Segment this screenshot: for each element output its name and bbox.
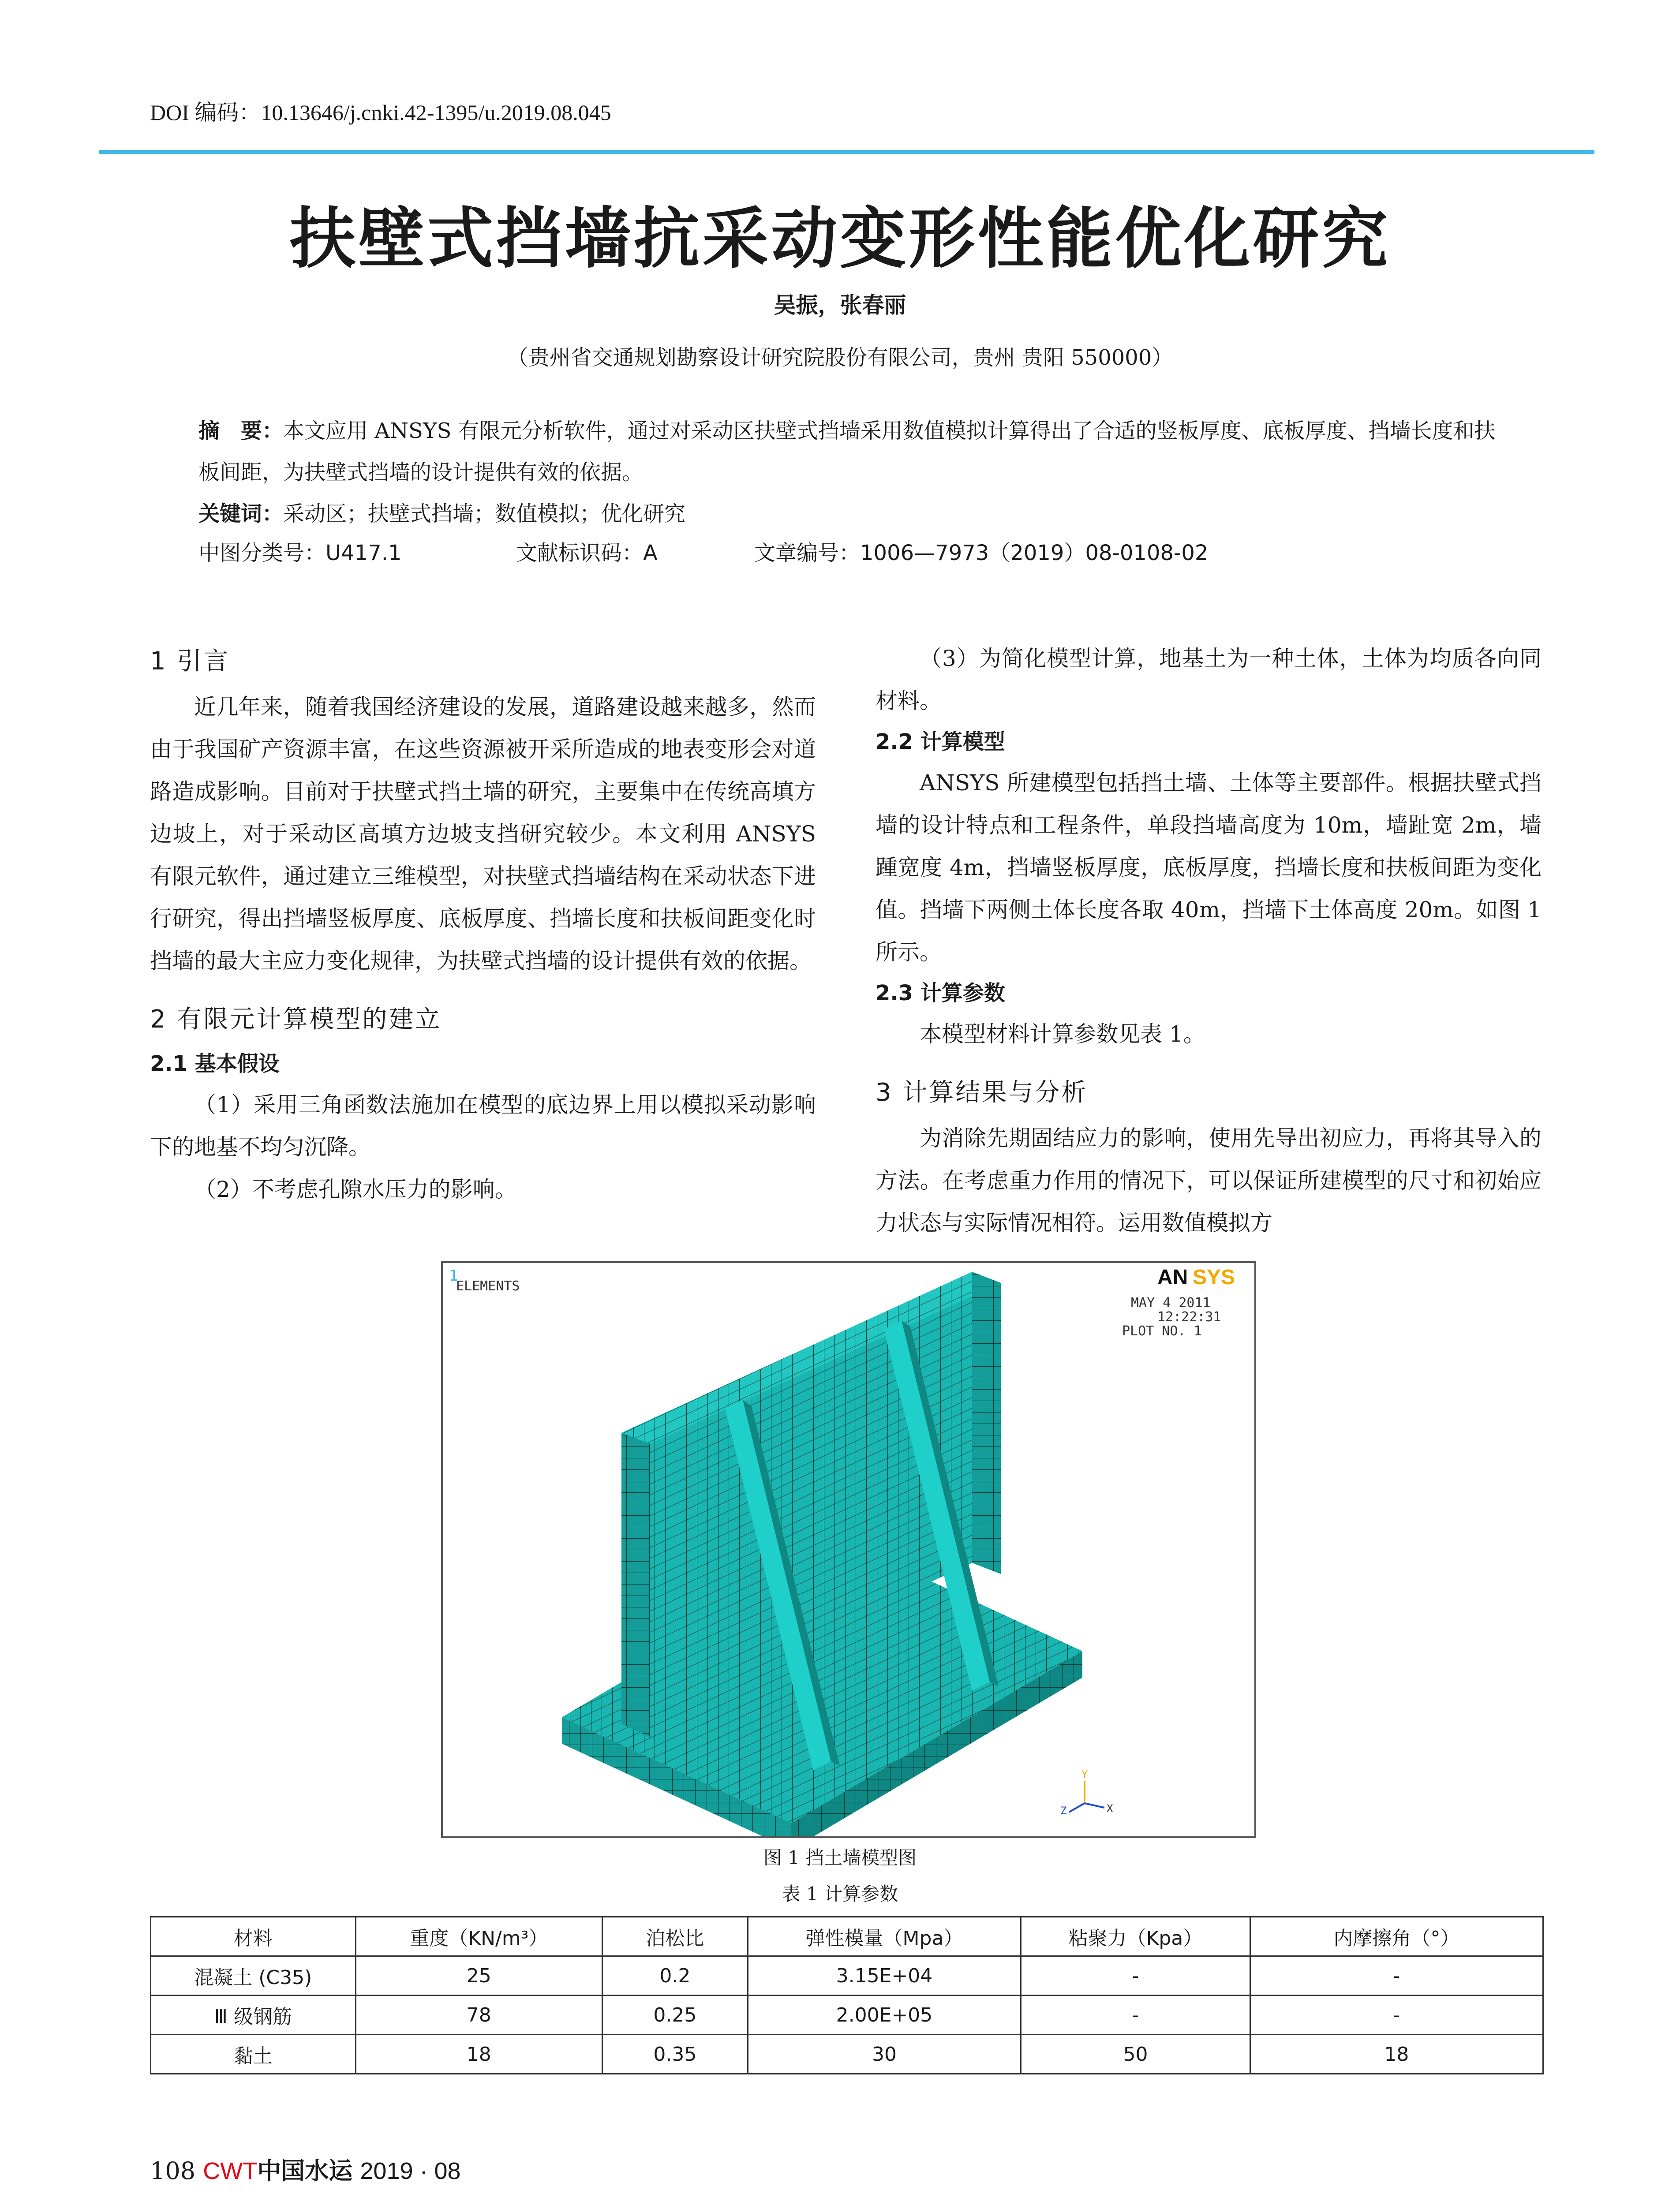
table-cell: 2.00E+05: [748, 1996, 1021, 2035]
paper-title: 扶壁式挡墙抗采动变形性能优化研究: [289, 200, 1391, 277]
table-cell: 78: [355, 1996, 602, 2035]
table-header-cell: 材料: [151, 1917, 356, 1956]
table-cell: 0.2: [602, 1956, 748, 1996]
figure-caption: 图 1 挡土墙模型图: [763, 1847, 917, 1869]
plot-label: ELEMENTS: [456, 1278, 520, 1294]
doi-code: DOI 编码：10.13646/j.cnki.42-1395/u.2019.08.045: [150, 100, 611, 125]
authors: 吴振，张春丽: [774, 292, 906, 318]
issue-label: 2019 · 08: [360, 2158, 461, 2184]
abstract-label: 摘 要：: [198, 419, 284, 443]
article-number: 文章编号：1006—7973（2019）08-0108-02: [754, 541, 1209, 565]
table-row: [151, 1956, 1543, 1996]
section-1-title: 1 引言: [150, 647, 230, 676]
plot-corner-number: 1: [449, 1267, 458, 1285]
keywords-text: 采动区；扶壁式挡墙；数值模拟；优化研究: [283, 501, 686, 526]
paragraph: ANSYS 所建模型包括挡土墙、土体等主要部件。根据扶壁式挡墙的设计特点和工程条件，单段挡墙高度为 10m，墙趾宽 2m，墙踵宽度 4m，挡墙竖板厚度，底板厚度，挡墙长度和扶板间距为变化值。挡墙下两侧土体长度各取 40m，挡墙下土体高度 20m。如图 1 所示。: [876, 770, 1542, 965]
table-cell: -: [1250, 1956, 1543, 1996]
table-cell: 混凝土 (C35): [151, 1956, 356, 1996]
abstract-block: [198, 410, 1504, 534]
ansys-logo-sys: SYS: [1193, 1266, 1235, 1289]
document-code: 文献标识码：A: [516, 541, 658, 565]
table-cell: Ⅲ 级钢筋: [151, 1996, 356, 2035]
table-cell: 50: [1021, 2035, 1250, 2074]
ansys-mesh-plot: [443, 1263, 1254, 1836]
section-2-2-title: 2.2 计算模型: [876, 729, 1005, 754]
table-header-cell: 重度（KN/m³）: [355, 1917, 602, 1956]
axis-x-label: X: [1107, 1802, 1113, 1815]
header-rule: [99, 150, 1594, 154]
axis-z-label: Z: [1060, 1805, 1067, 1817]
table-row: [151, 2035, 1543, 2074]
parameters-table: [150, 1916, 1544, 2074]
table-cell: 25: [355, 1956, 602, 1996]
table-header-row: [151, 1917, 1543, 1956]
magazine-name: 中国水运: [257, 2157, 353, 2185]
paragraph: （3）为简化模型计算，地基土为一种土体，土体为均质各向同材料。: [876, 646, 1542, 714]
table-cell: 3.15E+04: [748, 1956, 1021, 1996]
table-cell: 0.35: [602, 2035, 748, 2074]
ansys-logo-an: AN: [1157, 1266, 1188, 1289]
paragraph: 本模型材料计算参数见表 1。: [920, 1021, 1205, 1047]
paragraph: 近几年来，随着我国经济建设的发展，道路建设越来越多，然而由于我国矿产资源丰富，在这些资源被开采所造成的地表变形会对道路造成影响。目前对于扶壁式挡土墙的研究，主要集中在传统高填方边坡上，对于采动区高填方边坡支挡研究较少。本文利用 ANSYS 有限元软件，通过建立三维模型，对扶壁式挡墙结构在采动状态下进行研究，得出挡墙竖板厚度、底板厚度、挡墙长度和扶板间距变化时挡墙的最大主应力变化规律，为扶壁式挡墙的设计提供有效的依据。: [150, 694, 816, 974]
table-row: [151, 1996, 1543, 2035]
table-caption: 表 1 计算参数: [782, 1883, 898, 1905]
axis-y-label: Y: [1081, 1768, 1088, 1781]
abstract-text: 本文应用 ANSYS 有限元分析软件，通过对采动区扶壁式挡墙采用数值模拟计算得出了合适的竖板厚度、底板厚度、挡墙长度和扶板间距，为扶壁式挡墙的设计提供有效的依据。: [198, 419, 1496, 485]
plot-time: 12:22:31: [1157, 1309, 1221, 1325]
keywords-label: 关键词：: [198, 501, 284, 526]
section-2-title: 2 有限元计算模型的建立: [150, 1005, 442, 1034]
retaining-wall-mesh: [562, 1272, 1082, 1836]
plot-number: PLOT NO. 1: [1122, 1323, 1202, 1339]
table-cell: 0.25: [602, 1996, 748, 2035]
plot-date: MAY 4 2011: [1131, 1295, 1211, 1311]
table-cell: 18: [355, 2035, 602, 2074]
table-cell: 18: [1250, 2035, 1543, 2074]
table-cell: -: [1250, 1996, 1543, 2035]
paragraph: （2）不考虑孔隙水压力的影响。: [194, 1177, 517, 1202]
paragraph: 为消除先期固结应力的影响，使用先导出初应力，再将其导入的方法。在考虑重力作用的情况下，可以保证所建模型的尺寸和初始应力状态与实际情况相符。运用数值模拟方: [876, 1125, 1542, 1236]
cwt-logo: CWT: [203, 2158, 258, 2184]
table-header-cell: 粘聚力（Kpa）: [1021, 1917, 1250, 1956]
table-cell: -: [1021, 1996, 1250, 2035]
paragraph: （1）采用三角函数法施加在模型的底边界上用以模拟采动影响下的地基不均匀沉降。: [150, 1092, 816, 1160]
clc-number: 中图分类号：U417.1: [198, 541, 402, 565]
affiliation: （贵州省交通规划勘察设计研究院股份有限公司，贵州 贵阳 550000）: [507, 345, 1173, 370]
page-footer: [150, 2152, 461, 2186]
table-cell: -: [1021, 1956, 1250, 1996]
section-2-1-title: 2.1 基本假设: [150, 1051, 280, 1076]
left-column: [150, 637, 816, 1211]
section-2-3-title: 2.3 计算参数: [876, 981, 1005, 1005]
table-header-cell: 内摩擦角（°）: [1250, 1917, 1543, 1956]
axis-triad: [1060, 1768, 1113, 1817]
table-header-cell: 泊松比: [602, 1917, 748, 1956]
right-column: [876, 637, 1542, 1244]
section-3-title: 3 计算结果与分析: [876, 1078, 1088, 1107]
table-header-cell: 弹性模量（Mpa）: [748, 1917, 1021, 1956]
ansys-model-figure: [441, 1261, 1256, 1838]
table-cell: 30: [748, 2035, 1021, 2074]
table-cell: 黏土: [151, 2035, 356, 2074]
page-number: 108: [150, 2157, 196, 2185]
